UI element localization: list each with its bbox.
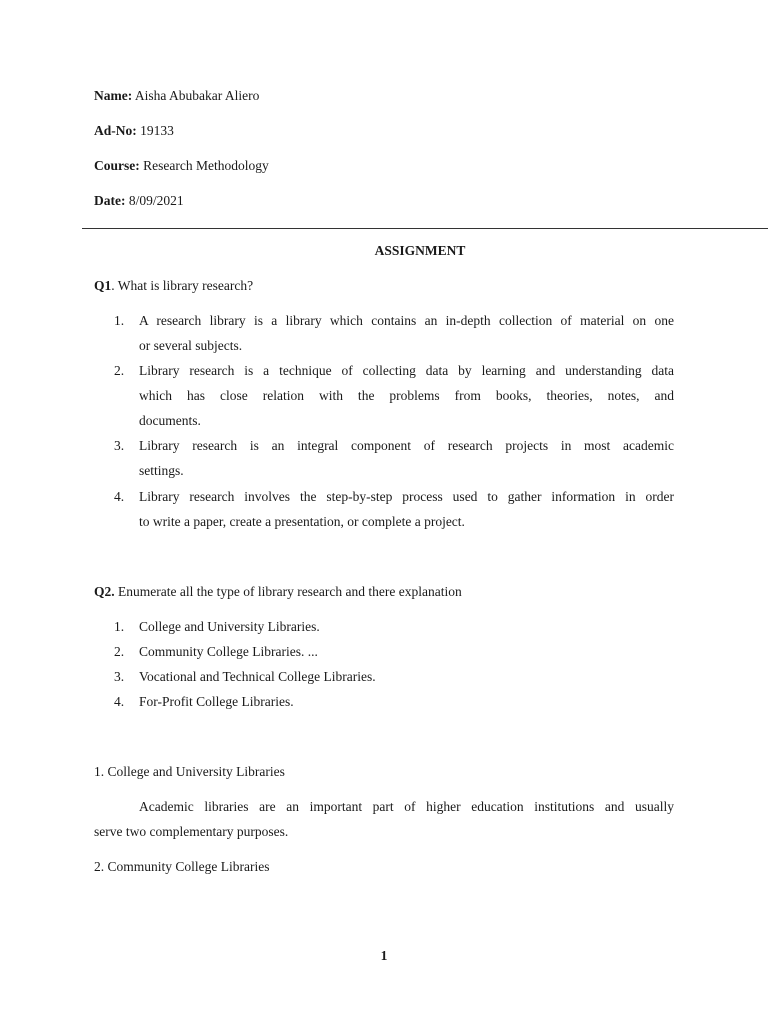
adno-label: Ad-No:: [94, 123, 137, 138]
q1-question: [94, 278, 253, 294]
name-value: Aisha Abubakar Aliero: [134, 88, 260, 103]
list-item: For-Profit College Libraries.: [139, 694, 294, 709]
list-number: 3.: [114, 669, 125, 684]
q2-text: Enumerate all the type of library research and there explanation: [118, 584, 462, 599]
date-value: 8/09/2021: [128, 193, 184, 208]
list-item: Vocational and Technical College Libraries.: [139, 669, 376, 684]
list-number: 4.: [114, 489, 125, 504]
section-heading: 2. Community College Libraries: [94, 859, 270, 874]
list-item-line: Library research is an integral component of research projects in most academic: [139, 438, 674, 453]
list-item-line: settings.: [139, 463, 184, 478]
list-number: 1.: [114, 313, 125, 328]
list-item-line: to write a paper, create a presentation, or complete a project.: [139, 514, 465, 529]
list-number: 2.: [114, 644, 125, 659]
list-item-line: which has close relation with the problems from books, theories, notes, and: [139, 388, 674, 403]
section-heading: 1. College and University Libraries: [94, 764, 285, 779]
list-number: 3.: [114, 438, 125, 453]
adno-line: [94, 123, 174, 139]
page-number: 1: [380, 948, 388, 963]
list-number: 1.: [114, 619, 125, 634]
list-item-line: A research library is a library which contains an in-depth collection of material on one: [139, 313, 674, 328]
paragraph-line: serve two complementary purposes.: [94, 824, 289, 839]
list-item-line: Library research is a technique of collecting data by learning and understanding data: [139, 363, 674, 378]
course-value: Research Methodology: [143, 158, 269, 173]
horizontal-divider: [82, 228, 768, 229]
list-item-line: Library research involves the step-by-step process used to gather information in order: [139, 489, 674, 504]
document-title: ASSIGNMENT: [374, 243, 466, 258]
list-number: 4.: [114, 694, 125, 709]
date-label: Date:: [94, 193, 126, 208]
list-item-line: documents.: [139, 413, 201, 428]
name-label: Name:: [94, 88, 133, 103]
name-line: [94, 88, 259, 104]
date-line: [94, 193, 184, 209]
q1-text: . What is library research?: [111, 278, 254, 293]
course-label: Course:: [94, 158, 140, 173]
list-item: College and University Libraries.: [139, 619, 320, 634]
paragraph-line: Academic libraries are an important part of higher education institutions and usually: [139, 799, 674, 814]
list-number: 2.: [114, 363, 125, 378]
list-item: Community College Libraries. ...: [139, 644, 318, 659]
course-line: [94, 158, 269, 174]
list-item-line: or several subjects.: [139, 338, 243, 353]
q2-label: Q2.: [94, 584, 115, 599]
adno-value: 19133: [140, 123, 174, 138]
q2-question: [94, 584, 462, 600]
q1-label: Q1: [94, 278, 112, 293]
